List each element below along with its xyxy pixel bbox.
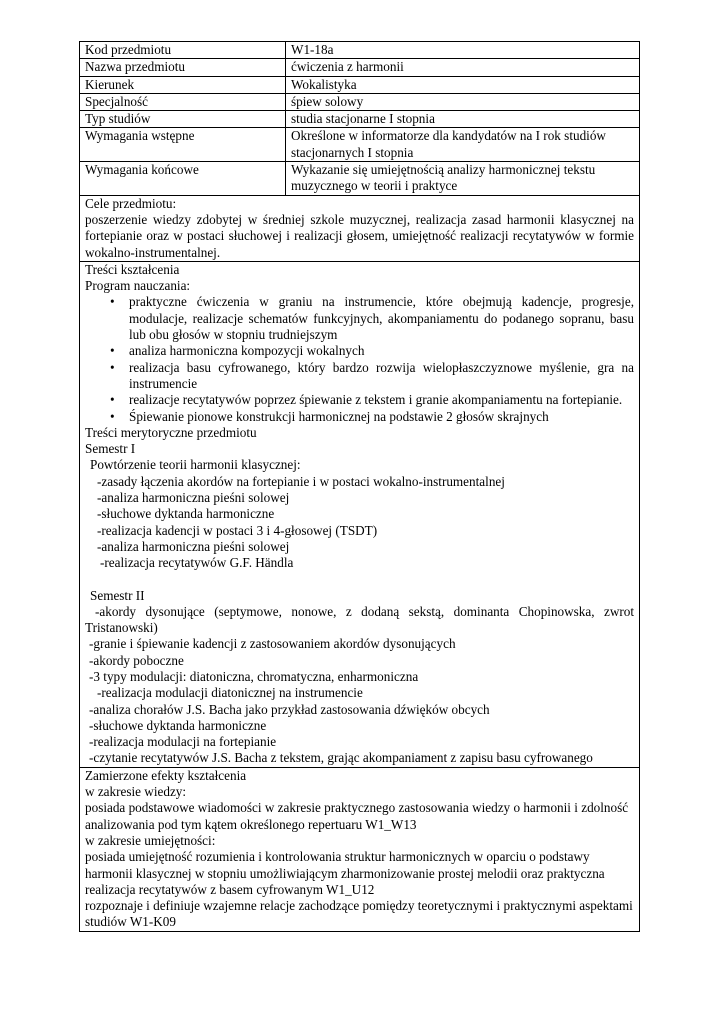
wiedza-label: w zakresie wiedzy: xyxy=(85,784,187,800)
list-item: -zasady łączenia akordów na fortepianie i w postaci wokalno-instrumentalnej xyxy=(97,473,505,489)
row-value: W1-18a xyxy=(286,42,640,59)
semestr1-intro: Powtórzenie teorii harmonii klasycznej: xyxy=(90,457,301,473)
list-item: -analiza harmoniczna pieśni solowej xyxy=(97,538,290,554)
row-label: Kod przedmiotu xyxy=(80,42,286,59)
list-item: • realizacje recytatywów poprzez śpiewanie z tekstem i granie akompaniamentu na fortepianie. xyxy=(129,392,634,408)
table-row xyxy=(80,162,640,196)
umiejetnosci-text: posiada umiejętność rozumienia i kontrolowania struktur harmonicznych w oparciu o podstawy harmonii klasycznej w stopniu umożliwiającym zharmonizowanie prostej melodii oraz praktyczna realizacja recytatywów z basem cyfrowanym W1_U12 xyxy=(85,849,605,897)
list-item: -3 typy modulacji: diatoniczna, chromatyczna, enharmoniczna xyxy=(89,668,419,684)
row-label: Wymagania końcowe xyxy=(80,162,286,196)
list-item: -realizacja kadencji w postaci 3 i 4-głosowej (TSDT) xyxy=(97,522,378,538)
table-row xyxy=(80,111,640,128)
list-item: -realizacja modulacji na fortepianie xyxy=(89,734,277,750)
row-value: ćwiczenia z harmonii xyxy=(286,59,640,76)
row-label: Specjalność xyxy=(80,93,286,110)
list-item: • realizacja basu cyfrowanego, który bardzo rozwija wielopłaszczyznowe myślenie, gra na instrumencie xyxy=(129,360,634,393)
list-item: • praktyczne ćwiczenia w graniu na instrumencie, które obejmują kadencje, progresje, modulacje, realizacje schematów funkcyjnych, akompaniamentu do podanego sopranu, basu lub obu głosów w stopniu trudniejszym xyxy=(129,294,634,343)
row-label: Typ studiów xyxy=(80,111,286,128)
row-label: Kierunek xyxy=(80,76,286,93)
list-item: • Śpiewanie pionowe konstrukcji harmonicznej na podstawie 2 głosów skrajnych xyxy=(129,409,634,425)
list-item: -słuchowe dyktanda harmoniczne xyxy=(97,506,275,522)
semestr1-title: Semestr I xyxy=(85,441,136,457)
row-label: Nazwa przedmiotu xyxy=(80,59,286,76)
row-value: Wykazanie się umiejętnością analizy harmonicznej tekstu muzycznego w teorii i praktyce xyxy=(286,162,640,196)
wiedza-text: posiada podstawowe wiadomości w zakresie praktycznego zastosowania wiedzy o harmonii i zdolność analizowania pod tym kątem określonego repertuaru W1_W13 xyxy=(85,800,629,832)
table-row xyxy=(80,76,640,93)
row-value: Określone w informatorze dla kandydatów na I rok studiów stacjonarnych I stopnia xyxy=(286,128,640,162)
kompetencje-text: rozpoznaje i definiuje wzajemne relacje zachodzące pomiędzy teoretycznymi i praktycznymi aspektami studiów W1-K09 xyxy=(85,898,633,930)
row-value: śpiew solowy xyxy=(286,93,640,110)
program-label: Program nauczania: xyxy=(85,278,191,294)
merytoryczne-label: Treści merytoryczne przedmiotu xyxy=(85,424,257,440)
table-row xyxy=(80,59,640,76)
list-item: -analiza chorałów J.S. Bacha jako przykład zastosowania dźwięków obcych xyxy=(89,701,490,717)
umiejetnosci-label: w zakresie umiejętności: xyxy=(85,832,216,848)
list-item: -akordy dysonujące (septymowe, nonowe, z dodaną sekstą, dominanta Chopinowska, zwrot Tristanowski) xyxy=(85,603,634,636)
list-item: -czytanie recytatywów J.S. Bacha z tekstem, grając akompaniament z zapisu basu cyfrowanego xyxy=(89,750,593,766)
spacer xyxy=(85,572,634,588)
course-info-table xyxy=(79,41,640,196)
row-value: Wokalistyka xyxy=(286,76,640,93)
row-value: studia stacjonarne I stopnia xyxy=(286,111,640,128)
efekty-heading: Zamierzone efekty kształcenia xyxy=(85,767,247,783)
syllabus-document xyxy=(79,41,640,932)
table-row xyxy=(80,93,640,110)
list-item: • analiza harmoniczna kompozycji wokalnych xyxy=(129,343,634,359)
cele-heading: Cele przedmiotu: xyxy=(85,195,177,211)
list-item: -analiza harmoniczna pieśni solowej xyxy=(97,490,290,506)
program-list xyxy=(85,294,634,424)
section-cele xyxy=(79,196,640,262)
cele-text: poszerzenie wiedzy zdobytej w średniej szkole muzycznej, realizacja zasad harmonii klasycznej na fortepianie oraz w postaci słuchowej i realizacji głosem, umiejętność realizacji recytatywów w formie wokalno-instrumentalnej. xyxy=(85,211,634,260)
tresci-heading: Treści kształcenia xyxy=(85,261,180,277)
list-item: -realizacja modulacji diatonicznej na instrumencie xyxy=(97,685,363,701)
table-row xyxy=(80,128,640,162)
table-row xyxy=(80,42,640,59)
section-tresci xyxy=(79,262,640,768)
semestr2-title: Semestr II xyxy=(90,587,145,603)
list-item: -realizacja recytatywów G.F. Händla xyxy=(100,555,294,571)
list-item: -akordy poboczne xyxy=(89,652,184,668)
list-item: -granie i śpiewanie kadencji z zastosowaniem akordów dysonujących xyxy=(89,636,456,652)
list-item: -słuchowe dyktanda harmoniczne xyxy=(89,717,267,733)
section-efekty xyxy=(79,768,640,932)
row-label: Wymagania wstępne xyxy=(80,128,286,162)
